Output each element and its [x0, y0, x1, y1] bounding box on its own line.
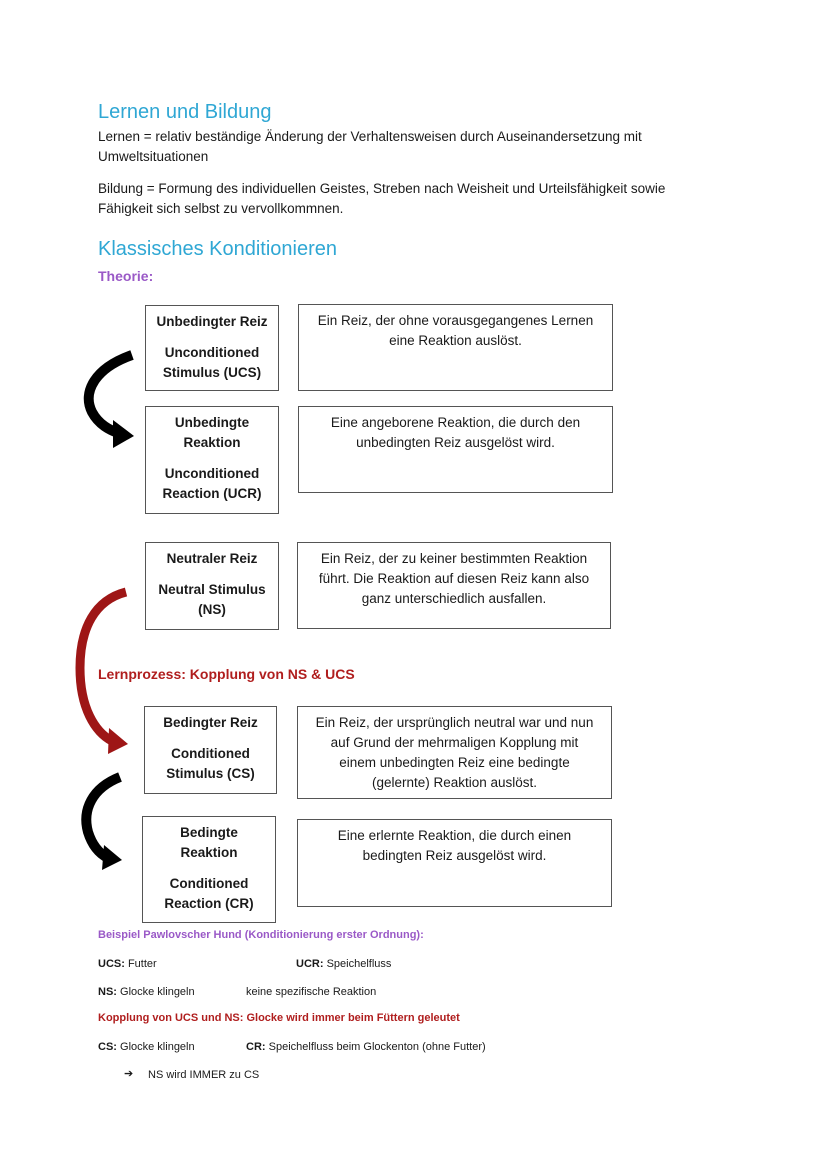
ucs-example-label: UCS: — [98, 958, 125, 970]
cs-example-value: Glocke klingeln — [120, 1041, 195, 1053]
cr-term-de-1: Bedingte — [180, 825, 238, 840]
section-title-lernen: Lernen und Bildung — [98, 101, 272, 123]
ucs-term-en-2: Stimulus (UCS) — [162, 365, 262, 380]
cs-desc-2: auf Grund der mehrmaligen Kopplung mit — [330, 735, 579, 750]
theorie-label: Theorie: — [98, 268, 154, 284]
ns-example — [98, 985, 195, 999]
cr-term-de-2: Reaktion — [180, 845, 238, 860]
ns-term-en-1: Neutral Stimulus — [158, 582, 266, 597]
bildung-line-2: Fähigkeit sich selbst zu vervollkommnen. — [98, 201, 344, 216]
ns-desc-3: ganz unterschiedlich ausfallen. — [361, 591, 547, 606]
ucr-desc-2: unbedingten Reiz ausgelöst wird. — [356, 435, 555, 450]
conclusion-arrow-icon: ➔ — [124, 1068, 134, 1080]
ucr-term-de-1: Unbedingte — [174, 415, 250, 430]
lernen-line-1: Lernen = relativ beständige Änderung der Verhaltensweisen durch Auseinandersetzung mit — [98, 129, 642, 144]
cr-example-label: CR: — [246, 1041, 266, 1053]
ns-desc-2: führt. Die Reaktion auf diesen Reiz kann also — [318, 571, 590, 586]
lernen-line-2: Umweltsituationen — [98, 149, 209, 164]
cs-example-label: CS: — [98, 1041, 117, 1053]
ucs-term-en-1: Unconditioned — [164, 345, 260, 360]
cs-desc-3: einem unbedingten Reiz eine bedingte — [339, 755, 570, 770]
ucr-example — [296, 957, 391, 971]
curved-arrow-red-icon — [80, 592, 128, 754]
cr-desc-2: bedingten Reiz ausgelöst wird. — [362, 848, 547, 863]
cs-term-de: Bedingter Reiz — [163, 715, 258, 730]
ns-example-value: Glocke klingeln — [120, 986, 195, 998]
curved-arrow-black-icon — [89, 355, 134, 448]
ucs-desc-2: eine Reaktion auslöst. — [389, 333, 522, 348]
ucr-term-en-2: Reaction (UCR) — [162, 486, 262, 501]
cr-term-en-1: Conditioned — [169, 876, 249, 891]
beispiel-title: Beispiel Pawlovscher Hund (Konditionierung erster Ordnung): — [98, 929, 424, 941]
kopplung-line: Kopplung von UCS und NS: Glocke wird immer beim Füttern geleutet — [98, 1012, 460, 1024]
cr-example — [246, 1040, 486, 1054]
ns-term-en-2: (NS) — [198, 602, 226, 617]
ucr-term-en-1: Unconditioned — [164, 466, 260, 481]
ucs-desc-1: Ein Reiz, der ohne vorausgegangenes Lernen — [317, 313, 594, 328]
cr-desc-1: Eine erlernte Reaktion, die durch einen — [337, 828, 572, 843]
ns-term-de: Neutraler Reiz — [166, 551, 258, 566]
ns-example-label: NS: — [98, 986, 117, 998]
curved-arrow-black-2-icon — [86, 777, 122, 870]
lernprozess-label: Lernprozess: Kopplung von NS & UCS — [98, 666, 355, 682]
ns-reaction: keine spezifische Reaktion — [246, 986, 377, 998]
cs-term-en-2: Stimulus (CS) — [166, 766, 255, 781]
cr-term-en-2: Reaction (CR) — [164, 896, 254, 911]
ucr-term-de-2: Reaktion — [183, 435, 241, 450]
ns-desc-1: Ein Reiz, der zu keiner bestimmten Reaktion — [320, 551, 588, 566]
conclusion-text: NS wird IMMER zu CS — [148, 1069, 260, 1081]
ucs-term-de: Unbedingter Reiz — [156, 314, 268, 329]
ucr-desc-1: Eine angeborene Reaktion, die durch den — [330, 415, 581, 430]
section-title-konditionieren: Klassisches Konditionieren — [98, 238, 338, 260]
cs-desc-4: (gelernte) Reaktion auslöst. — [371, 775, 538, 790]
cs-desc-1: Ein Reiz, der ursprünglich neutral war und nun — [315, 715, 594, 730]
ucr-example-label: UCR: — [296, 958, 324, 970]
cs-term-en-1: Conditioned — [171, 746, 250, 761]
ucs-example-value: Futter — [127, 958, 157, 970]
cr-example-value: Speichelfluss beim Glockenton (ohne Futter) — [268, 1041, 486, 1053]
bildung-line-1: Bildung = Formung des individuellen Geistes, Streben nach Weisheit und Urteilsfähigkeit sowie — [98, 181, 666, 196]
cs-example — [98, 1040, 195, 1054]
ucs-example — [98, 957, 157, 971]
ucr-example-value: Speichelfluss — [326, 958, 392, 970]
